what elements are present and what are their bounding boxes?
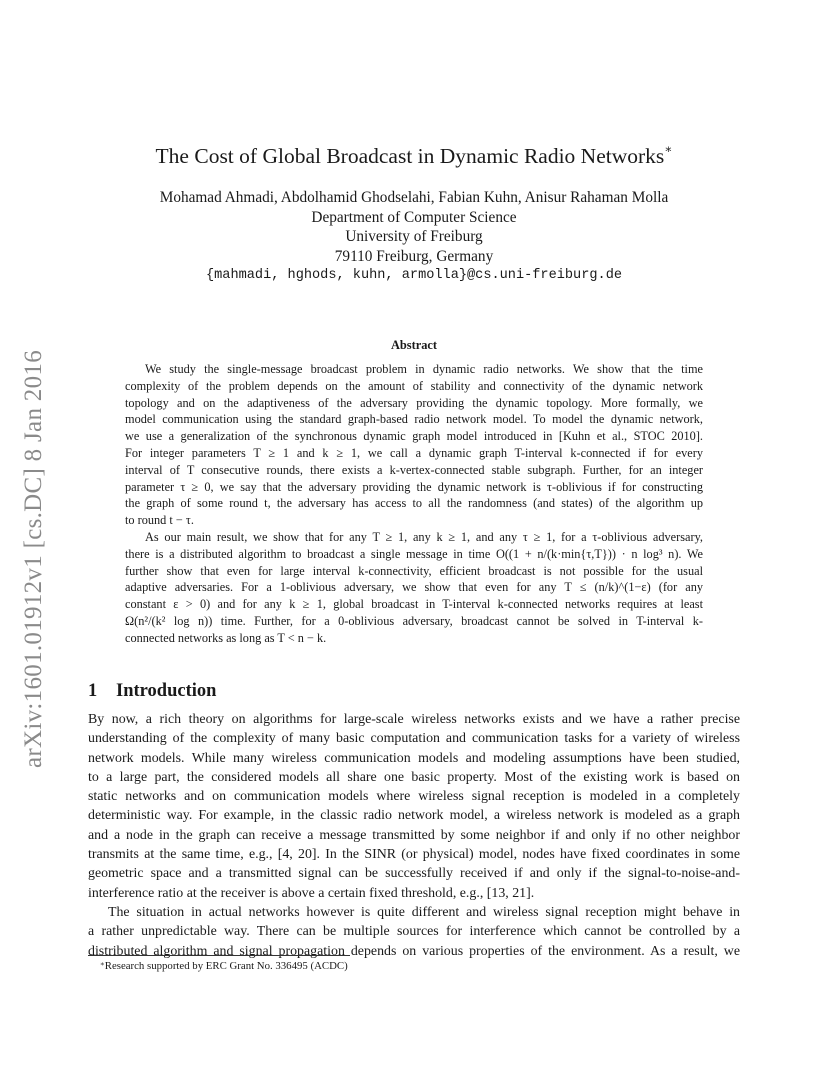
authors: Mohamad Ahmadi, Abdolhamid Ghodselahi, Fabian Kuhn, Anisur Rahaman Molla: [159, 189, 669, 206]
footnote-mark: ∗: [100, 960, 105, 968]
body-line: geometric space and a transmitted signal can be successfully received if and only if the signal-to-noise-and-: [88, 866, 740, 882]
abstract-line: Ω(n²/(k² log n)) time. Further, for a 0-oblivious adversary, broadcast cannot be solved in T-interval k-: [125, 613, 703, 628]
abstract-line: constant ε > 0) and for any k ≥ 1, global broadcast in T-interval k-connected networks requires at least: [125, 597, 703, 612]
abstract-line: there is a distributed algorithm to broadcast a single message in time O((1 + n/(k·min{τ,T})) · n log³ n). We: [125, 546, 703, 561]
abstract-line: connected networks as long as T < n − k.: [125, 630, 327, 645]
body-line: deterministic way. For example, in the classic radio network model, a wireless network is modeled as a graph: [88, 808, 740, 824]
abstract-line: adaptive adversaries. For a 1-oblivious adversary, we show that even for any T ≤ (n/k)^(1−ε) (for any: [125, 580, 703, 595]
abstract-line: interval of T consecutive rounds, there exists a k-vertex-connected stable subgraph. Further, for an integer: [125, 462, 703, 477]
author-block: [0, 188, 828, 286]
body-line: understanding of the complexity of many basic computation and communication tasks for a variety of wireless: [88, 731, 740, 747]
abstract-line: topology and on the adaptiveness of the adversary providing the dynamic topology. More formally, we: [125, 395, 703, 410]
body-line: to a large part, the considered models all share one basic property. Most of the existing work is based on: [88, 769, 740, 785]
section-heading: [88, 681, 216, 702]
body-line: network models. While many wireless communication models and modeling assumptions have been studied,: [88, 750, 740, 766]
abstract-line: We study the single-message broadcast problem in dynamic radio networks. We show that the time: [145, 362, 703, 376]
abstract-line: parameter τ ≥ 0, we say that the adversary providing the dynamic network is τ-oblivious if for constructing: [125, 479, 703, 494]
abstract-line: to round t − τ.: [125, 513, 194, 528]
body-line: distributed algorithm and signal propagation depends on various properties of the environment. As a result, we: [88, 943, 740, 959]
abstract-line: complexity of the problem depends on the amount of stability and connectivity of the dynamic network: [125, 378, 703, 393]
paper-title: [0, 144, 828, 169]
title-text: The Cost of Global Broadcast in Dynamic Radio Networks: [155, 144, 665, 168]
body-line: a rather unpredictable way. There can be multiple sources for interference which cannot be controlled by a: [88, 924, 740, 940]
footnote-rule: [88, 955, 350, 956]
abstract-heading: Abstract: [390, 338, 438, 352]
abstract-line: For integer parameters T ≥ 1 and k ≥ 1, we call a dynamic graph T-interval k-connected if for every: [125, 445, 703, 460]
body-line: static networks and on communication models where wireless signal reception is modeled in a completely: [88, 789, 740, 805]
section-title: Introduction: [116, 681, 217, 701]
abstract-line: the graph of some round t, the adversary has access to all the randomness (and states) of the algorithm up: [125, 496, 703, 511]
intro-body: [88, 710, 740, 961]
title-footnote-mark: ∗: [664, 142, 673, 156]
arxiv-side-stamp: arXiv:1601.01912v1 [cs.DC] 8 Jan 2016: [20, 350, 47, 768]
university: University of Freiburg: [345, 228, 483, 246]
body-line: transmits at the same time, e.g., [4, 20]. In the SINR (or physical) model, nodes have fixed coordinates in some: [88, 847, 740, 863]
department: Department of Computer Science: [311, 208, 517, 226]
section-number: 1: [88, 681, 98, 701]
body-line: The situation in actual networks however is quite different and wireless signal reception might behave in: [108, 904, 740, 920]
abstract-line: further show that even for large interval k-connectivity, efficient broadcast is not possible for the usual: [125, 563, 703, 578]
abstract-line: As our main result, we show that for any T ≥ 1, any k ≥ 1, and any τ ≥ 1, for a τ-oblivious adversary,: [145, 529, 703, 544]
body-line: By now, a rich theory on algorithms for large-scale wireless networks exists and we have a rather precise: [88, 712, 740, 727]
address: 79110 Freiburg, Germany: [334, 247, 494, 265]
abstract-line: we use a generalization of the synchronous dynamic graph model introduced in [Kuhn et al., STOC 2010].: [125, 429, 703, 444]
body-line: and a node in the graph can receive a message transmitted by some neighbor if and only if no other neighbor: [88, 827, 740, 843]
body-line: interference ratio at the receiver is above a certain fixed threshold, e.g., [13, 21].: [88, 885, 535, 901]
footnote: [100, 960, 348, 972]
footnote-text: Research supported by ERC Grant No. 336495 (ACDC): [104, 960, 348, 972]
emails: {mahmadi, hghods, kuhn, armolla}@cs.uni-freiburg.de: [205, 268, 623, 284]
abstract-line: model communication using the standard graph-based radio network model. To model the dynamic network,: [125, 412, 703, 427]
abstract-body: [125, 361, 703, 647]
